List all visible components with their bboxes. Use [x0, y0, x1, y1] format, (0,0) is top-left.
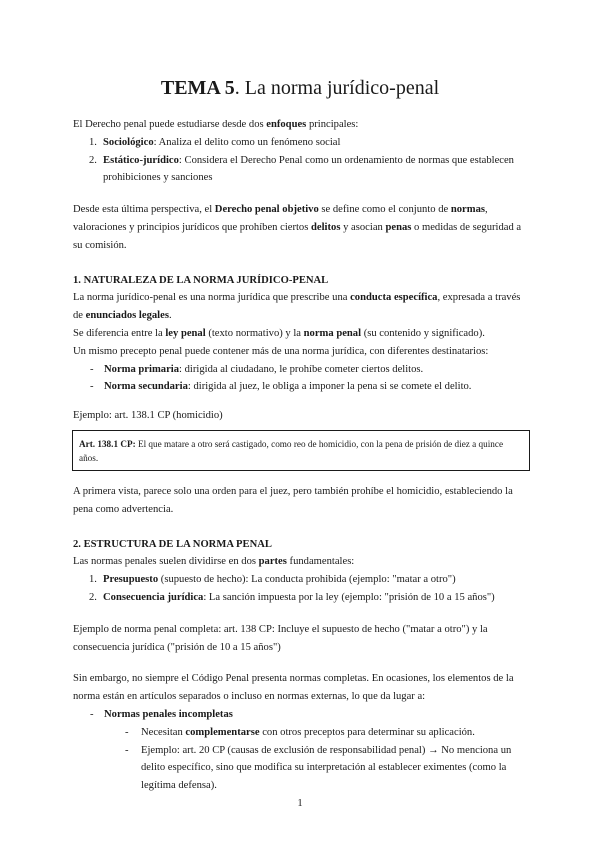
- list-item: - Norma secundaria: dirigida al juez, le obliga a imponer la pena si se comete el delito.: [90, 381, 472, 393]
- page-title: [0, 74, 600, 102]
- list-item: - Norma primaria: dirigida al ciudadano, le prohíbe cometer ciertos delitos.: [90, 363, 424, 375]
- title-suffix: . La norma jurídico-penal: [234, 77, 440, 99]
- document-body: [73, 116, 528, 795]
- list-item: 2. Estático-jurídico: Considera el Derecho Penal como un ordenamiento de normas que establecen prohibiciones y sanciones: [89, 154, 514, 184]
- list-item: 1. Presupuesto (supuesto de hecho): La conducta prohibida (ejemplo: "matar a otro"): [89, 574, 456, 586]
- list-item: 2. Consecuencia jurídica: La sanción impuesta por la ley (ejemplo: "prisión de 10 a 15 años"): [89, 591, 495, 603]
- list-item: 1. Sociológico: Analiza el delito como un fenómeno social: [89, 136, 341, 148]
- page-number: 1: [297, 798, 303, 809]
- section-2-heading: 2. ESTRUCTURA DE LA NORMA PENAL: [73, 538, 272, 550]
- section-2-paragraph: Las normas penales suelen dividirse en dos partes fundamentales:: [73, 556, 355, 568]
- list-item: - Necesitan complementarse con otros preceptos para determinar su aplicación.: [125, 726, 475, 738]
- list-item: - Ejemplo: art. 20 CP (causas de exclusión de responsabilidad penal) → No menciona un delito específico, sino que modifica su interpretación al establecer eximentes (como la legítima defensa).: [125, 744, 512, 792]
- section-2-paragraph: Sin embargo, no siempre el Código Penal presenta normas completas. En ocasiones, los elementos de la norma están en artículos separados o incluso en normas externas, lo que da lugar a:: [73, 673, 514, 703]
- example-line: Ejemplo: art. 138.1 CP (homicidio): [73, 410, 223, 422]
- objective-paragraph: Desde esta última perspectiva, el Derecho penal objetivo se define como el conjunto de normas, valoraciones y principios jurídicos que prohíben ciertos delitos y asocian penas o medidas de seguridad a su comisión.: [73, 204, 522, 251]
- section-1-heading: 1. NATURALEZA DE LA NORMA JURÍDICO-PENAL: [73, 274, 329, 286]
- intro-paragraph: El Derecho penal puede estudiarse desde dos enfoques principales:: [73, 119, 359, 130]
- section-1-paragraph: Un mismo precepto penal puede contener más de una norma jurídica, con diferentes destinatarios:: [73, 345, 489, 357]
- article-quote-box: Art. 138.1 CP: El que matare a otro será castigado, como reo de homicidio, con la pena de prisión de diez a quince años.: [72, 430, 530, 471]
- section-2-paragraph: Ejemplo de norma penal completa: art. 138 CP: Incluye el supuesto de hecho ("matar a otro") y la consecuencia jurídica ("prisión de 10 a 15 años"): [73, 623, 488, 653]
- list-item: - Normas penales incompletas: [90, 708, 233, 720]
- section-1-paragraph: A primera vista, parece solo una orden para el juez, pero también prohíbe el homicidio, estableciendo la pena como advertencia.: [73, 485, 513, 515]
- section-1-paragraph: La norma jurídico-penal es una norma jurídica que prescribe una conducta específica, expresada a través de enunciados legales.: [73, 292, 521, 322]
- title-prefix: TEMA 5: [160, 77, 235, 99]
- section-1-paragraph: Se diferencia entre la ley penal (texto normativo) y la norma penal (su contenido y significado).: [73, 327, 485, 339]
